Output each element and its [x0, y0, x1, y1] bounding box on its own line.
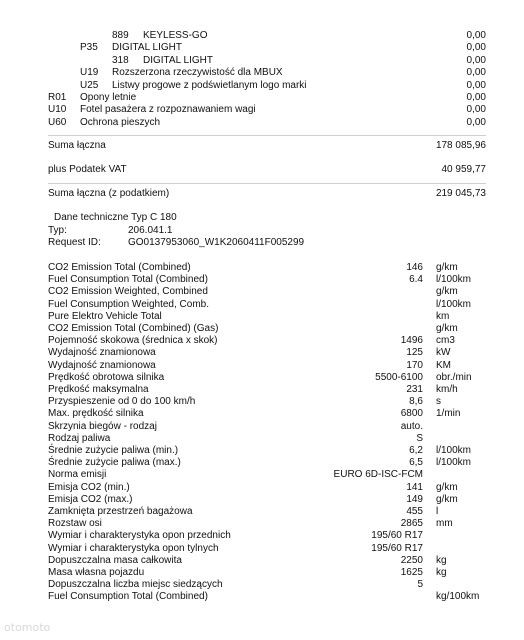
option-subcode: 889 [112, 30, 129, 41]
spec-label: Prędkość maksymalna [48, 384, 149, 395]
tech-heading: Dane techniczne Typ C 180 [54, 212, 177, 223]
spec-label: Przyspieszenie od 0 do 100 km/h [48, 396, 196, 408]
option-code: U19 [80, 67, 99, 79]
option-name: Ochrona pieszych [80, 116, 161, 128]
option-price: 0,00 [466, 42, 486, 54]
sum-label: Suma łączna [48, 140, 106, 151]
spec-label: Skrzynia biegów - rodzaj [48, 420, 157, 432]
spec-unit: kg [436, 554, 447, 566]
spec-unit: g/km [436, 262, 458, 273]
spec-value: EURO 6D-ISC-FCM [333, 469, 423, 481]
spec-unit: s [436, 396, 441, 408]
option-name: Listwy progowe z podświetlanym logo marki [112, 79, 307, 91]
spec-value: 125 [406, 347, 423, 359]
spec-unit: g/km [436, 481, 458, 493]
option-name: DIGITAL LIGHT [112, 42, 183, 54]
spec-value: 6800 [400, 408, 423, 420]
option-name: Opony letnie [80, 92, 137, 103]
watermark-logo: otomoto [4, 621, 51, 634]
typ-label: Typ: [48, 225, 67, 236]
spec-unit: l/100km [436, 457, 472, 469]
spec-unit: l [436, 506, 439, 517]
spec-value: auto. [400, 420, 423, 432]
spec-label: Zamknięta przestrzeń bagażowa [48, 506, 193, 517]
spec-value: 6,5 [409, 457, 423, 469]
spec-value: 6,2 [409, 445, 423, 456]
spec-value: S [416, 432, 423, 444]
sum-value: 178 085,96 [435, 140, 486, 151]
spec-value: 455 [406, 506, 423, 517]
spec-unit: l/100km [436, 298, 472, 310]
spec-label: Max. prędkość silnika [48, 408, 144, 420]
spec-unit: kg [436, 567, 447, 578]
spec-label: Wydajność znamionowa [48, 347, 156, 359]
spec-unit: KM [436, 359, 451, 371]
divider [48, 135, 486, 136]
option-price: 0,00 [466, 104, 486, 116]
spec-label: Wydajność znamionowa [48, 359, 156, 371]
spec-label: Rodzaj paliwa [48, 432, 111, 444]
option-code: U25 [80, 79, 99, 91]
option-code: U60 [48, 116, 67, 128]
option-name: DIGITAL LIGHT [143, 54, 214, 66]
spec-label: Norma emisji [48, 469, 107, 481]
spec-label: CO2 Emission Total (Combined) [48, 262, 191, 273]
spec-value: 1625 [400, 567, 423, 578]
spec-value: 149 [406, 493, 423, 505]
option-price: 0,00 [466, 116, 486, 128]
option-code: P35 [80, 42, 98, 54]
spec-unit: g/km [436, 323, 458, 334]
option-price: 0,00 [466, 67, 486, 79]
spec-label: Rozstaw osi [48, 518, 102, 530]
spec-unit: kW [436, 347, 451, 359]
option-price: 0,00 [466, 92, 486, 103]
spec-value: 141 [406, 481, 423, 493]
request-id-value: GO0137953060_W1K2060411F005299 [128, 237, 305, 248]
spec-unit: 1/min [436, 408, 461, 420]
spec-label: Prędkość obrotowa silnika [48, 371, 165, 383]
spec-unit: g/km [436, 493, 458, 505]
spec-value: 8,6 [409, 396, 423, 408]
spec-label: Pure Elektro Vehicle Total [48, 310, 162, 322]
spec-unit: km/h [436, 384, 458, 395]
vat-value: 40 959,77 [441, 164, 486, 175]
option-price: 0,00 [466, 54, 486, 66]
spec-label: Emisja CO2 (min.) [48, 481, 130, 493]
gross-total-value: 219 045,73 [435, 188, 486, 199]
spec-value: 2865 [400, 518, 423, 530]
spec-label: CO2 Emission Total (Combined) (Gas) [48, 323, 219, 334]
spec-label: Masa własna pojazdu [48, 567, 145, 578]
option-name: KEYLESS-GO [143, 30, 208, 41]
spec-unit: l/100km [436, 445, 472, 456]
spec-value: 231 [406, 384, 423, 395]
spec-value: 2250 [400, 554, 423, 566]
vat-label: plus Podatek VAT [48, 164, 127, 175]
spec-value: 146 [406, 262, 423, 273]
spec-label: Fuel Consumption Total (Combined) [48, 274, 208, 286]
spec-value: 195/60 R17 [371, 530, 423, 542]
option-code: R01 [48, 92, 67, 103]
spec-unit: obr./min [436, 371, 472, 383]
spec-label: Wymiar i charakterystyka opon tylnych [48, 542, 219, 554]
spec-label: Pojemność skokowa (średnica x skok) [48, 335, 218, 347]
spec-label: Fuel Consumption Total (Combined) [48, 591, 208, 603]
spec-label: Dopuszczalna masa całkowita [48, 554, 182, 566]
spec-value: 5 [417, 579, 423, 591]
option-name: Fotel pasażera z rozpoznawaniem wagi [80, 104, 256, 116]
spec-unit: km [436, 310, 450, 322]
spec-unit: g/km [436, 286, 458, 298]
spec-label: Wymiar i charakterystyka opon przednich [48, 530, 231, 542]
spec-value: 6.4 [409, 274, 423, 286]
option-code: U10 [48, 104, 67, 116]
option-price: 0,00 [466, 30, 486, 41]
spec-value: 5500-6100 [375, 371, 423, 383]
spec-unit: kg/100km [436, 591, 480, 603]
spec-value: 195/60 R17 [371, 542, 423, 554]
spec-label: CO2 Emission Weighted, Combined [48, 286, 208, 298]
spec-label: Emisja CO2 (max.) [48, 493, 133, 505]
gross-total-label: Suma łączna (z podatkiem) [48, 188, 170, 199]
spec-unit: cm3 [436, 335, 455, 347]
spec-label: Dopuszczalna liczba miejsc siedzących [48, 579, 223, 591]
divider [48, 183, 486, 184]
option-name: Rozszerzona rzeczywistość dla MBUX [112, 67, 283, 79]
spec-label: Średnie zużycie paliwa (min.) [48, 445, 179, 456]
option-subcode: 318 [112, 54, 129, 66]
request-id-label: Request ID: [48, 237, 101, 248]
option-price: 0,00 [466, 79, 486, 91]
spec-label: Fuel Consumption Weighted, Comb. [48, 298, 210, 310]
spec-unit: mm [436, 518, 453, 530]
spec-label: Średnie zużycie paliwa (max.) [48, 457, 181, 469]
spec-unit: l/100km [436, 274, 472, 286]
spec-value: 170 [406, 359, 423, 371]
spec-value: 1496 [400, 335, 423, 347]
typ-value: 206.041.1 [128, 225, 173, 236]
